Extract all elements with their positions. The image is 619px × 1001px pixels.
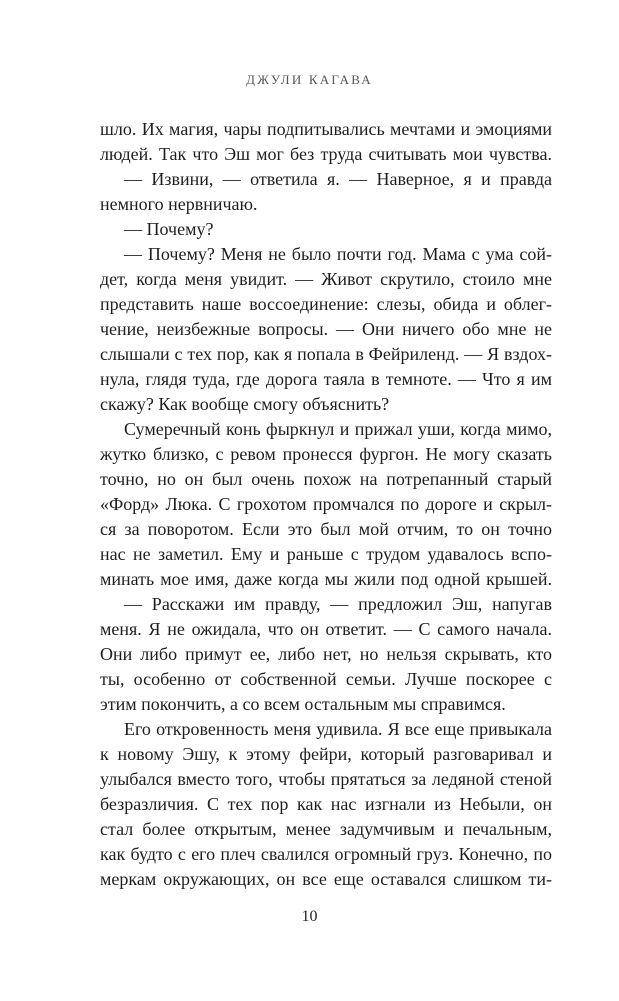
text-line: слышали с тех пор, как я попала в Фейриленд. — Я вздох- [100,344,552,364]
text-line: как будто с его плеч свалился огромный груз. Конечно, по [100,844,552,864]
body-text [100,117,552,892]
text-line: нула, глядя туда, где дорога таяла в темноте. — Что я им [100,369,552,389]
text-line: чение, неизбежные вопросы. — Они ничего обо мне не [100,319,552,339]
text-line: шло. Их магия, чары подпитывались мечтами и эмоциями [100,119,552,139]
running-header: ДЖУЛИ КАГАВА [246,72,373,87]
text-line: — Почему? Меня не было почти год. Мама с ума сой- [124,244,552,264]
text-line: безразличия. С тех пор как нас изгнали из Небыли, он [100,794,552,814]
text-line: людей. Так что Эш мог без труда считывать мои чувства. [100,144,552,164]
text-line: меня. Я не ожидала, что он ответит. — С самого начала. [100,619,552,639]
text-line: меркам окружающих, он все еще оставался слишком ти- [100,869,552,889]
text-line: Сумеречный конь фыркнул и прижал уши, когда мимо, [124,419,552,439]
text-line: «Форд» Люка. С грохотом промчался по дороге и скрыл- [100,494,552,514]
text-line: к новому Эшу, к этому фейри, который разговаривал и [100,744,552,764]
text-line: — Почему? [124,219,214,239]
text-line: представить наше воссоединение: слезы, обида и облег- [100,294,552,314]
text-line: стал более открытым, менее задумчивым и печальным, [100,819,552,839]
text-line: нас не заметил. Ему и раньше с трудом удавалось вспо- [100,544,552,564]
text-line: ся за поворотом. Если это был мой отчим, то он точно [100,519,552,539]
text-line: улыбался вместо того, чтобы прятаться за ледяной стеной [100,769,552,789]
text-line: жутко близко, с ревом пронесся фургон. Не могу сказать [100,444,552,464]
page-number: 10 [301,908,318,925]
text-line: — Расскажи им правду, — предложил Эш, напугав [124,594,552,614]
text-line: этим покончить, а со всем остальным мы справимся. [100,694,506,714]
text-line: — Извини, — ответила я. — Наверное, я и правда [124,169,552,189]
text-line: дет, когда меня увидит. — Живот скрутило, стоило мне [100,269,552,289]
text-line: ты, особенно от собственной семьи. Лучше поскорее с [100,669,552,689]
text-line: Они либо примут ее, либо нет, но нельзя скрывать, кто [100,644,552,664]
text-line: скажу? Как вообще смогу объяснить? [100,394,390,414]
text-line: точно, но он был очень похож на потрепанный старый [100,469,552,489]
text-line: Его откровенность меня удивила. Я все еще привыкала [124,719,552,739]
text-line: немного нервничаю. [100,194,258,214]
text-line: минать мое имя, даже когда мы жили под одной крышей. [100,569,552,589]
